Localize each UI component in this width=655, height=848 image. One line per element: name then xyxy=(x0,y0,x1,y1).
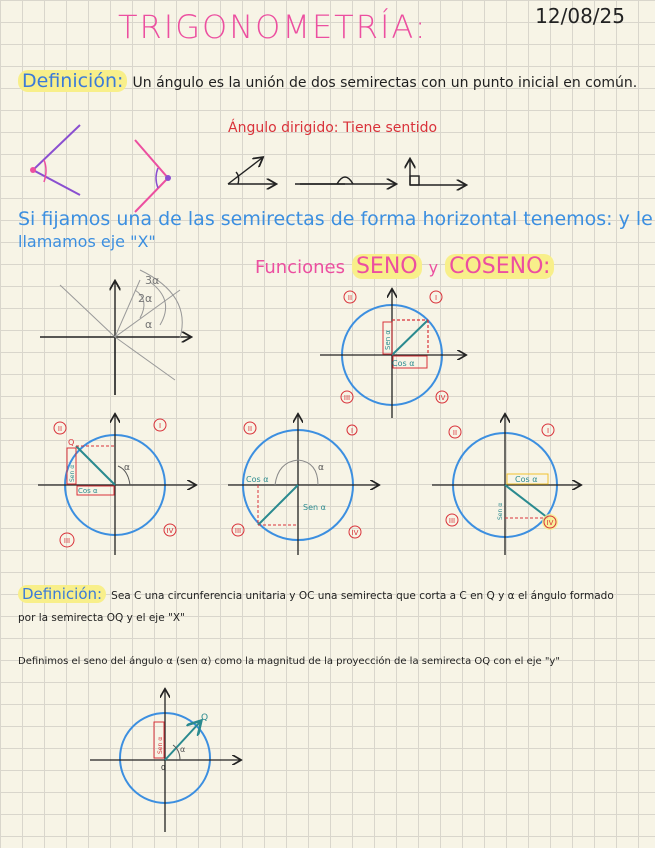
definition-2-line-2: por la semirecta OQ y el eje "X" xyxy=(18,612,185,624)
angle-example-right xyxy=(135,140,171,212)
quadrant-I-c4: I xyxy=(546,427,550,435)
label-3alpha: 3α xyxy=(145,274,160,287)
seno-label: SENO xyxy=(352,254,422,279)
cos-label-q2: Cos α xyxy=(78,487,98,495)
unit-circle-sine xyxy=(90,690,240,832)
sen-label-bottom: Sen α xyxy=(157,736,164,754)
functions-prefix: Funciones xyxy=(255,257,345,278)
cos-label-q4: Cos α xyxy=(515,475,538,484)
date: 12/08/25 xyxy=(535,4,625,28)
sen-label-q2: Sen α xyxy=(69,464,76,482)
definition-1-text: Un ángulo es la unión de dos semirectas con un punto inicial en común. xyxy=(132,75,638,91)
definition-1-label: Definición: xyxy=(18,70,127,92)
sen-label-main: Sen α xyxy=(384,329,392,350)
rotation-diagram xyxy=(40,270,190,395)
alpha-q3: α xyxy=(318,463,324,473)
alpha-bottom: α xyxy=(180,745,186,754)
sine-definition: Definimos el seno del ángulo α (sen α) como la magnitud de la proyección de la semirecta OQ con el eje "y" xyxy=(18,656,560,667)
definition-2-line-1: Sea C una circunferencia unitaria y OC una semirecta que corta a C en Q y α el ángulo formado xyxy=(111,590,614,602)
quadrant-I-c2: I xyxy=(158,422,162,430)
cos-label-main: Cos α xyxy=(392,359,415,368)
quadrant-III-c3: III xyxy=(234,527,242,535)
quadrant-I-c3: I xyxy=(350,427,354,435)
definition-2-label: Definición: xyxy=(18,585,106,603)
coseno-label: COSENO: xyxy=(445,254,554,279)
quadrant-IV-c4: IV xyxy=(546,519,554,527)
q-label-q2: Q xyxy=(68,438,75,447)
q-label-bottom: Q xyxy=(201,713,209,723)
quadrant-IV-c3: IV xyxy=(351,529,359,537)
angle-example-left xyxy=(30,125,80,195)
quadrant-IV-c2: IV xyxy=(166,527,174,535)
horizontal-note-line-1: Si fijamos una de las semirectas de forma horizontal tenemos: y le xyxy=(18,208,653,230)
quadrant-II-c3: II xyxy=(247,425,253,433)
sen-label-q4: Sen α xyxy=(497,502,504,520)
label-alpha: α xyxy=(145,318,153,331)
quadrant-III-c4: III xyxy=(448,517,456,525)
quadrant-II-main: II xyxy=(347,294,353,302)
unit-circle-quadrant-2 xyxy=(38,415,195,555)
sen-label-q3: Sen α xyxy=(303,503,326,512)
label-2alpha: 2α xyxy=(138,292,153,305)
horizontal-note-line-2: llamamos eje "X" xyxy=(18,232,156,251)
directed-angle-text: Tiene sentido xyxy=(342,120,438,136)
origin-label: 0 xyxy=(161,764,166,772)
unit-circle-main xyxy=(320,290,465,418)
unit-circle-quadrant-4 xyxy=(432,415,580,555)
quadrant-III-c2: III xyxy=(63,537,71,545)
quadrant-III-main: III xyxy=(343,394,351,402)
directed-angle-label: Ángulo dirigido: xyxy=(228,120,339,136)
cos-label-q3: Cos α xyxy=(246,475,269,484)
quadrant-I-main: I xyxy=(434,294,438,302)
functions-conj: y xyxy=(428,258,439,277)
directed-angle-drawings xyxy=(228,158,465,185)
unit-circle-quadrant-3 xyxy=(228,415,378,555)
quadrant-II-c2: II xyxy=(57,425,63,433)
alpha-q2: α xyxy=(124,463,130,473)
quadrant-II-c4: II xyxy=(452,429,458,437)
page-title: TRIGONOMETRÍA: xyxy=(118,8,428,46)
quadrant-IV-main: IV xyxy=(438,394,446,402)
